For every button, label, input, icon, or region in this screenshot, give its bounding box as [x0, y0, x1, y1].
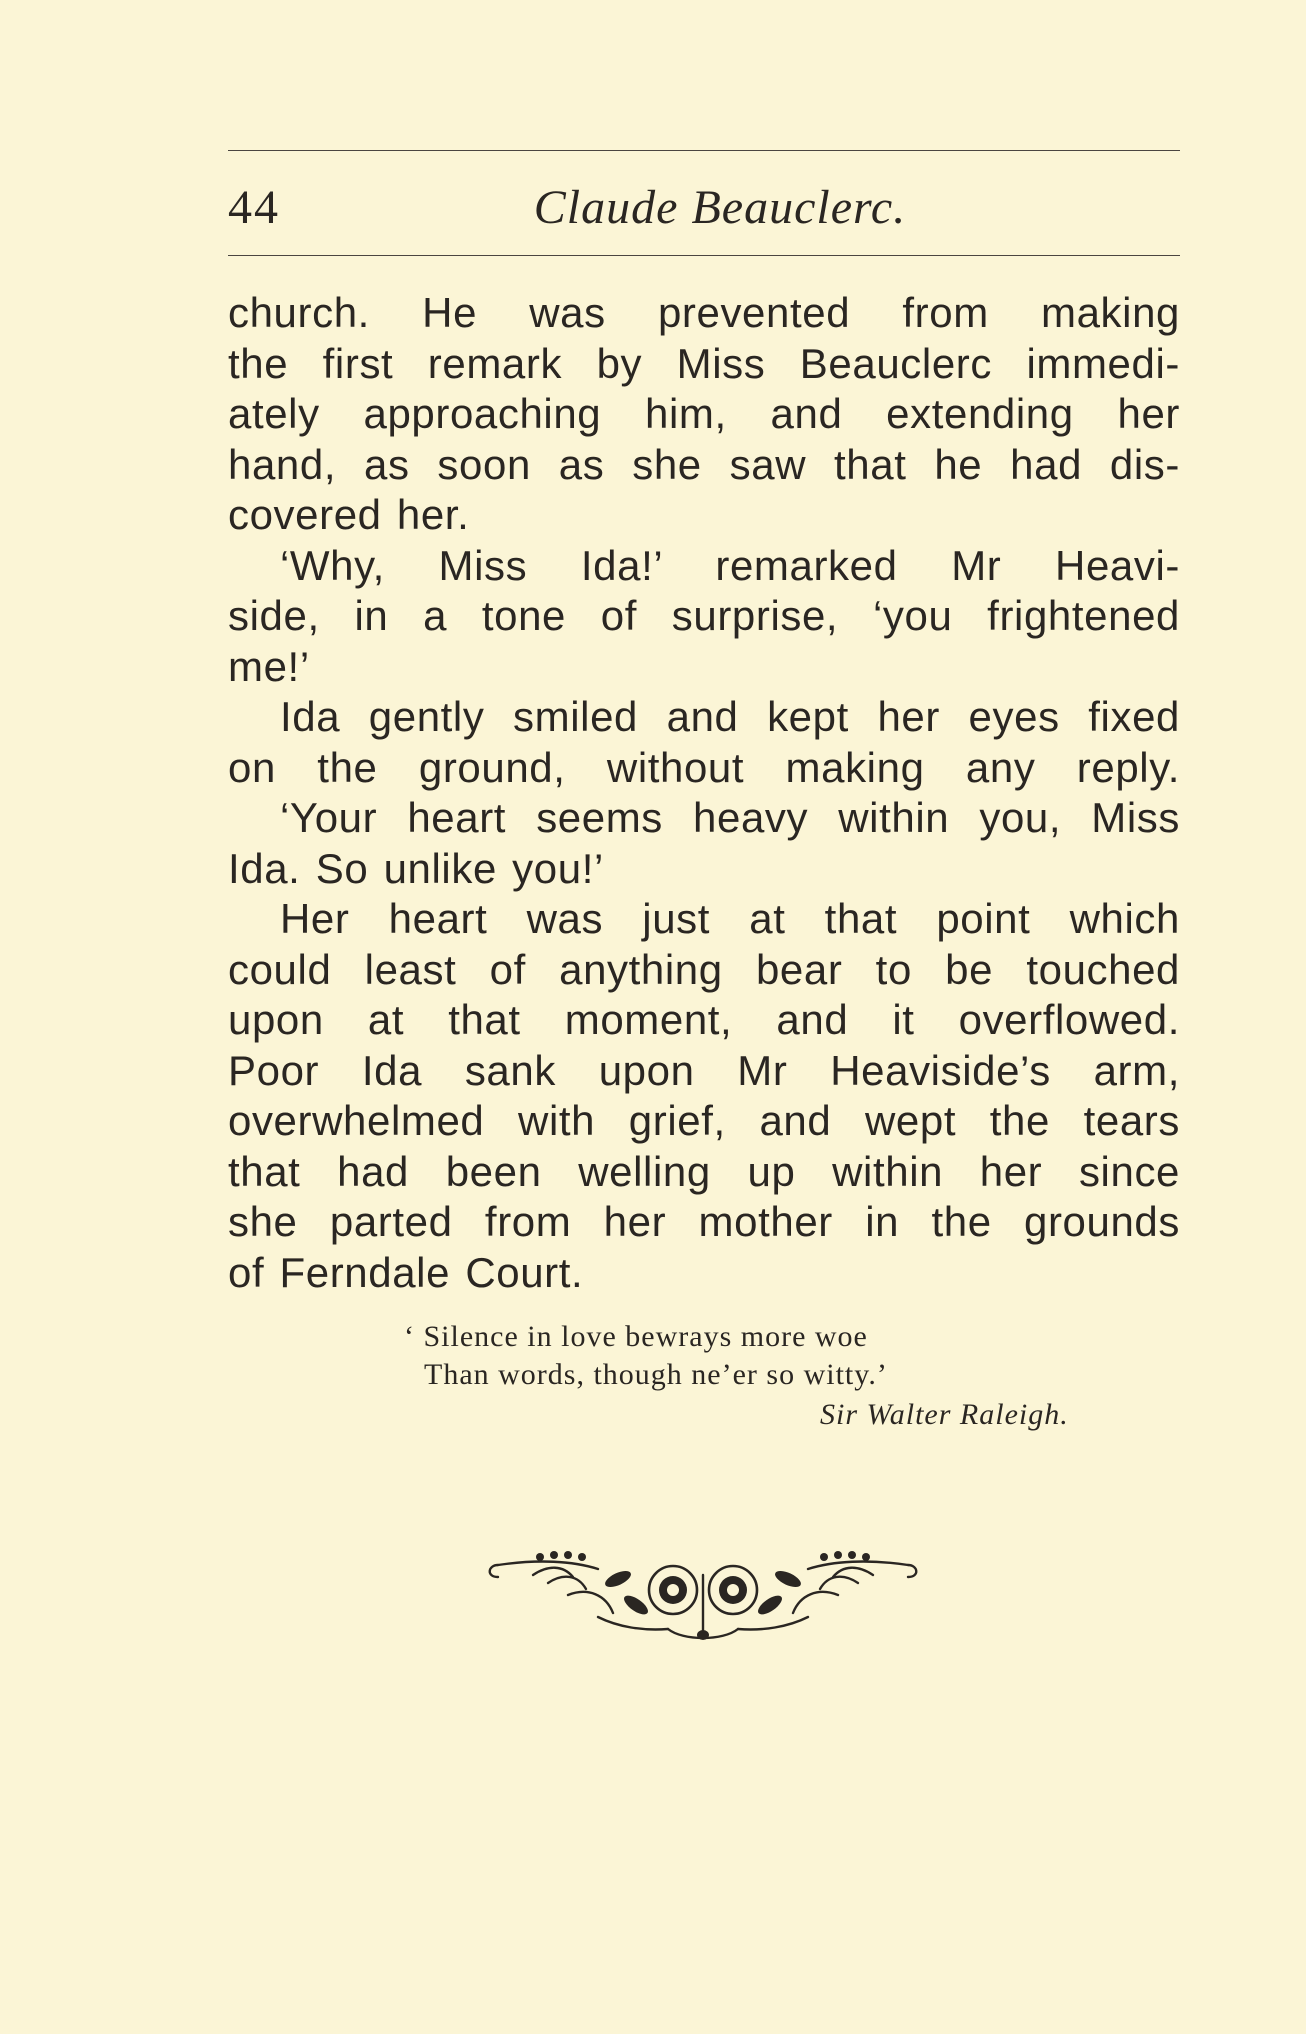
text-line: upon at that moment, and it overflowed.: [228, 996, 1180, 1043]
text-line: Poor Ida sank upon Mr Heaviside’s arm,: [228, 1046, 1180, 1094]
text-line: ‘Your heart seems heavy within you, Miss: [280, 794, 1180, 841]
epigraph-line: ‘ Silence in love bewrays more woe: [404, 1320, 868, 1353]
running-title: Claude Beauclerc.: [533, 181, 907, 234]
text-line: could least of anything bear to be touched: [228, 945, 1180, 993]
text-line: me!’: [228, 642, 310, 690]
text-line: Her heart was just at that point which: [280, 895, 1180, 942]
epigraph: [404, 1318, 1144, 1394]
text-line: of Ferndale Court.: [228, 1248, 584, 1296]
text-line: that had been welling up within her since: [228, 1147, 1180, 1195]
text-line: side, in a tone of surprise, ‘you frightened: [228, 592, 1180, 639]
epigraph-attribution: Sir Walter Raleigh.: [820, 1398, 1069, 1431]
text-line: on the ground, without making any reply.: [228, 743, 1180, 791]
page-number: 44: [228, 181, 280, 234]
epigraph-line: Than words, though ne’er so witty.’: [424, 1358, 888, 1391]
header-rule-bottom: [228, 255, 1180, 256]
body-text: [228, 288, 1180, 1298]
text-line: hand, as soon as she saw that he had dis-: [228, 440, 1180, 488]
text-line: ‘Why, Miss Ida!’ remarked Mr Heavi-: [280, 541, 1180, 589]
text-line: Ida gently smiled and kept her eyes fixed: [280, 693, 1180, 740]
header-rule-top: [228, 150, 1180, 151]
text-line: overwhelmed with grief, and wept the tears: [228, 1097, 1180, 1144]
text-line: covered her.: [228, 491, 470, 538]
text-line: she parted from her mother in the grounds: [228, 1198, 1180, 1245]
text-line: church. He was prevented from making: [228, 289, 1180, 336]
floral-tailpiece-icon: [478, 1535, 928, 1645]
text-line: ately approaching him, and extending her: [228, 390, 1180, 437]
text-line: Ida. So unlike you!’: [228, 844, 604, 892]
text-line: the first remark by Miss Beauclerc immedi-: [228, 339, 1180, 387]
